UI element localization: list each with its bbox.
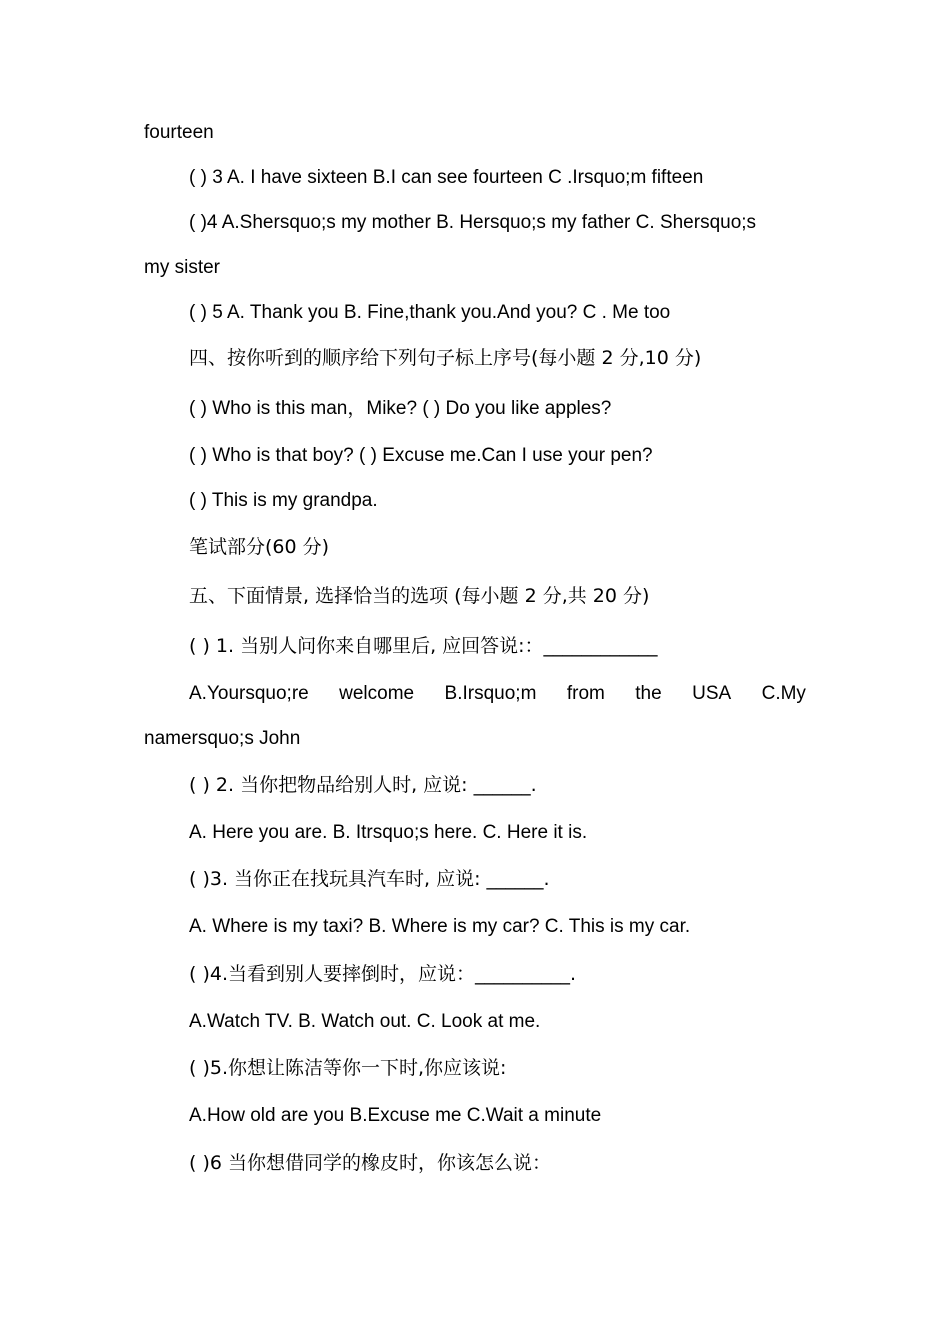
option-word: C.My	[761, 683, 806, 704]
question-2: ( ) 2. 当你把物品给别人时, 应说: ______.	[189, 774, 537, 796]
question-1: ( ) 1. 当别人问你来自哪里后, 应回答说:：____________	[189, 635, 658, 657]
text-line-1: fourteen	[144, 122, 214, 143]
option-word: from	[566, 683, 605, 704]
text-line-5: ( ) 5 A. Thank you B. Fine,thank you.And you? C . Me too	[189, 302, 671, 323]
question-5-options: A.How old are you B.Excuse me C.Wait a minute	[189, 1105, 602, 1126]
question-4-options: A.Watch TV. B. Watch out. C. Look at me.	[189, 1011, 541, 1032]
question-2-options: A. Here you are. B. Itrsquo;s here. C. Here it is.	[189, 822, 588, 843]
text-line-7: ( ) Who is this man，Mike? ( ) Do you like apples?	[189, 398, 612, 419]
text-line-9: ( ) This is my grandpa.	[189, 490, 378, 511]
question-3: ( )3. 当你正在找玩具汽车时, 应说: ______.	[189, 868, 550, 890]
question-6: ( )6 当你想借同学的橡皮时，你该怎么说：	[189, 1152, 551, 1174]
written-part-heading: 笔试部分(60 分)	[189, 536, 330, 558]
option-word: the	[635, 683, 662, 704]
section-heading-4: 四、按你听到的顺序给下列句子标上序号(每小题 2 分,10 分)	[189, 347, 702, 369]
option-word: USA	[692, 683, 732, 704]
section-heading-5: 五、下面情景, 选择恰当的选项 (每小题 2 分,共 20 分)	[189, 585, 650, 607]
text-line-4: my sister	[144, 257, 220, 278]
option-word: welcome	[339, 683, 415, 704]
option-word: A.Yoursquo;re	[189, 683, 309, 704]
text-line-8: ( ) Who is that boy? ( ) Excuse me.Can I use your pen?	[189, 445, 653, 466]
text-line-14: namersquo;s John	[144, 728, 301, 749]
text-line-3: ( )4 A.Shersquo;s my mother B. Hersquo;s my father C. Shersquo;s	[189, 212, 757, 233]
question-5: ( )5.你想让陈洁等你一下时,你应该说:	[189, 1057, 507, 1079]
question-4: ( )4.当看到别人要摔倒时，应说：__________.	[189, 963, 577, 985]
question-3-options: A. Where is my taxi? B. Where is my car? C. This is my car.	[189, 916, 691, 937]
question-1-options	[189, 682, 806, 706]
option-word: B.Irsquo;m	[444, 683, 537, 704]
text-line-2: ( ) 3 A. I have sixteen B.I can see fourteen C .Irsquo;m fifteen	[189, 167, 704, 188]
